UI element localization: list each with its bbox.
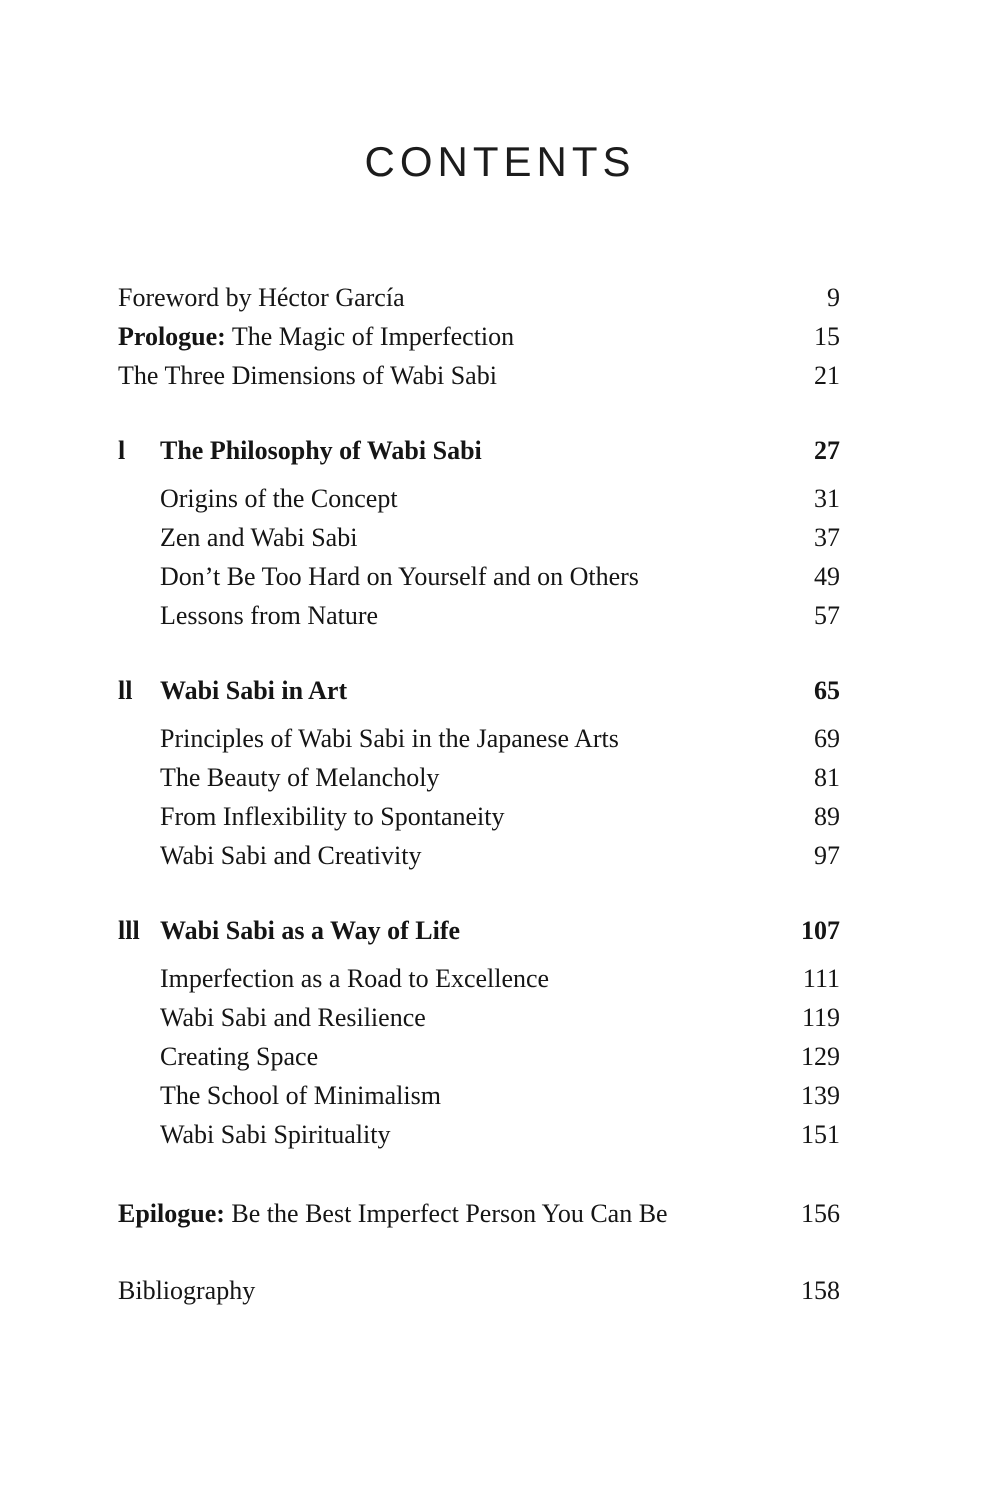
toc-entry-page-number: 129 xyxy=(801,1042,840,1071)
toc-part-numeral: lll xyxy=(118,916,140,945)
toc-entry-label-bold: Prologue: xyxy=(118,322,226,351)
toc-part-numeral: ll xyxy=(118,676,133,705)
toc-entry-label: Imperfection as a Road to Excellence xyxy=(160,964,550,993)
toc-entry-page-number: 81 xyxy=(814,763,840,792)
toc-entry-page-number: 57 xyxy=(814,601,840,630)
toc-entry[interactable] xyxy=(118,1076,840,1115)
toc-part-numeral: l xyxy=(118,436,126,465)
toc-entry-page-number: 111 xyxy=(802,964,840,993)
toc-entry-label: Wabi Sabi and Resilience xyxy=(160,1003,426,1032)
toc-entry[interactable] xyxy=(118,1037,840,1076)
toc-entry-page-number: 139 xyxy=(801,1081,840,1110)
toc-entry[interactable] xyxy=(118,518,840,557)
toc-entry-label: Origins of the Concept xyxy=(160,484,398,513)
toc-entry-page-number: 89 xyxy=(814,802,840,831)
toc-entry-label: From Inflexibility to Spontaneity xyxy=(160,802,505,831)
toc-entry[interactable] xyxy=(118,356,840,395)
toc-part-heading[interactable] xyxy=(118,431,840,470)
toc-entry-label: Don’t Be Too Hard on Yourself and on Others xyxy=(160,562,639,591)
toc-entry[interactable] xyxy=(118,1194,840,1233)
toc-part-title: Wabi Sabi in Art xyxy=(160,676,348,705)
toc-part-heading[interactable] xyxy=(118,911,840,950)
toc-entry-label: Principles of Wabi Sabi in the Japanese Arts xyxy=(160,724,619,753)
toc-entry[interactable] xyxy=(118,479,840,518)
toc-entry[interactable] xyxy=(118,1115,840,1154)
table-of-contents xyxy=(118,278,840,1310)
toc-entry-label: The Three Dimensions of Wabi Sabi xyxy=(118,361,497,390)
toc-entry[interactable] xyxy=(118,836,840,875)
toc-entry-label: Creating Space xyxy=(160,1042,319,1071)
toc-entry-page-number: 31 xyxy=(814,484,840,513)
toc-entry-page-number: 107 xyxy=(801,916,840,945)
toc-entry[interactable] xyxy=(118,278,840,317)
toc-part-heading[interactable] xyxy=(118,671,840,710)
toc-entry[interactable] xyxy=(118,998,840,1037)
toc-entry-page-number: 69 xyxy=(814,724,840,753)
toc-entry-page-number: 97 xyxy=(814,841,840,870)
toc-entry-page-number: 49 xyxy=(814,562,840,591)
toc-entry-label: The Beauty of Melancholy xyxy=(160,763,440,792)
toc-entry-label-bold: Epilogue: xyxy=(118,1199,225,1228)
toc-entry-label: The School of Minimalism xyxy=(160,1081,441,1110)
toc-entry-page-number: 65 xyxy=(814,676,840,705)
contents-title: CONTENTS xyxy=(364,138,636,185)
toc-entry[interactable] xyxy=(118,557,840,596)
toc-part-title: The Philosophy of Wabi Sabi xyxy=(160,436,482,465)
toc-entry-label: Prologue: The Magic of Imperfection xyxy=(118,322,515,351)
toc-entry-page-number: 119 xyxy=(801,1003,840,1032)
toc-entry-page-number: 156 xyxy=(801,1199,840,1228)
toc-entry[interactable] xyxy=(118,758,840,797)
toc-entry-label: Bibliography xyxy=(118,1276,256,1305)
toc-entry-page-number: 9 xyxy=(827,283,840,312)
toc-entry[interactable] xyxy=(118,596,840,635)
toc-entry-page-number: 15 xyxy=(814,322,840,351)
toc-entry[interactable] xyxy=(118,959,840,998)
toc-entry-page-number: 37 xyxy=(814,523,840,552)
toc-entry[interactable] xyxy=(118,317,840,356)
toc-entry-page-number: 151 xyxy=(801,1120,840,1149)
toc-entry-label: Lessons from Nature xyxy=(160,601,379,630)
toc-entry[interactable] xyxy=(118,1271,840,1310)
toc-entry-page-number: 158 xyxy=(801,1276,840,1305)
toc-entry-label: Zen and Wabi Sabi xyxy=(160,523,358,552)
toc-entry-label: Wabi Sabi and Creativity xyxy=(160,841,422,870)
toc-entry-label: Foreword by Héctor García xyxy=(118,283,405,312)
toc-entry-label: Wabi Sabi Spirituality xyxy=(160,1120,391,1149)
toc-entry[interactable] xyxy=(118,797,840,836)
toc-entry-page-number: 27 xyxy=(814,436,840,465)
toc-entry-page-number: 21 xyxy=(814,361,840,390)
toc-part-title: Wabi Sabi as a Way of Life xyxy=(160,916,461,945)
toc-entry-label: Epilogue: Be the Best Imperfect Person You Can Be xyxy=(118,1199,668,1228)
toc-entry[interactable] xyxy=(118,719,840,758)
